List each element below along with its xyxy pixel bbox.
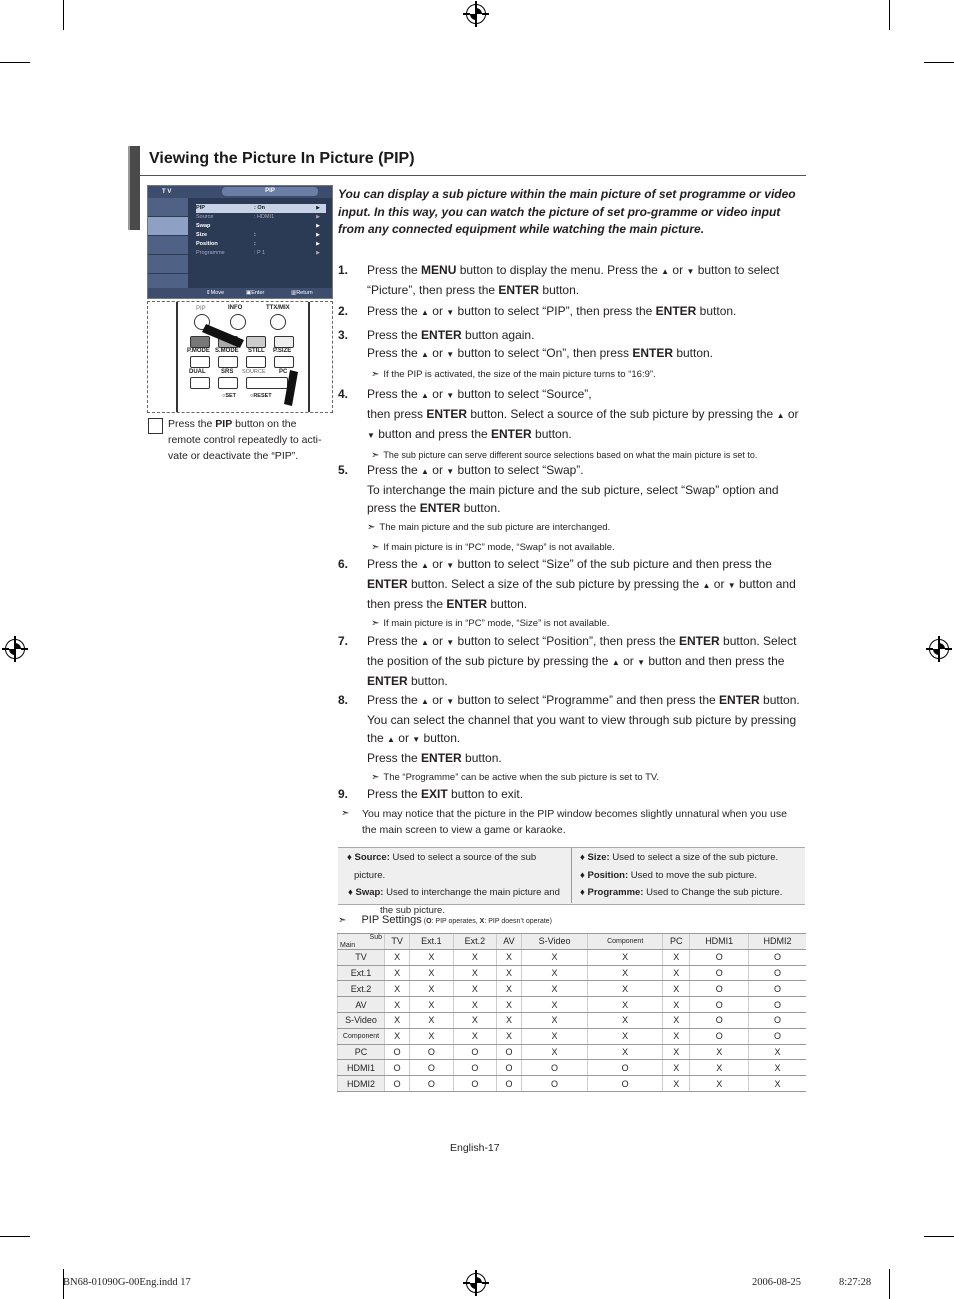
table-cell: X — [663, 1012, 690, 1028]
title-divider — [140, 175, 806, 176]
table-cell: O — [690, 997, 749, 1013]
up-arrow-icon: ▲ — [421, 308, 429, 317]
table-cell: X — [521, 949, 587, 965]
table-row-header: Ext.1 — [338, 965, 385, 981]
table-cell: X — [690, 1076, 749, 1092]
footer-filename: BN68-01090G-00Eng.indd 17 — [63, 1277, 191, 1288]
registration-mark-icon — [466, 1273, 486, 1293]
pip-settings-table — [337, 933, 806, 1092]
table-cell: X — [497, 1028, 522, 1044]
down-arrow-icon: ▼ — [446, 561, 455, 570]
table-row — [338, 1076, 807, 1092]
table-cell: X — [497, 949, 522, 965]
up-arrow-icon: ▲ — [421, 697, 429, 706]
crop-mark — [63, 0, 64, 30]
table-cell: X — [588, 997, 663, 1013]
table-row — [338, 997, 807, 1013]
table-row — [338, 981, 807, 997]
table-column-header: Ext.1 — [410, 934, 453, 950]
crop-mark — [0, 1236, 30, 1237]
crop-mark — [889, 0, 890, 30]
menu-row-programme: Programme : P 1 ▶ — [196, 250, 320, 256]
pip-settings-caption: ➣ PIP Settings (O: PIP operates, X: PIP doesn’t operate) — [338, 914, 552, 926]
table-cell: X — [453, 1028, 496, 1044]
table-cell: X — [453, 997, 496, 1013]
step-3: 3. Press the ENTER button again. Press the ▲ or ▼ button to select “On”, then press ENTER button. ➣ If the PIP is activated, the size of the main picture turns to “16:9”. — [338, 328, 714, 380]
table-cell: O — [497, 1060, 522, 1076]
remote-label-ttxmix: TTX/MIX — [266, 305, 290, 311]
menu-header-tv: T V — [162, 189, 172, 195]
table-cell: X — [663, 997, 690, 1013]
table-row — [338, 965, 807, 981]
table-column-header: TV — [385, 934, 410, 950]
table-cell: X — [588, 949, 663, 965]
table-cell: X — [663, 981, 690, 997]
table-row-header: S-Video — [338, 1012, 385, 1028]
table-cell: X — [748, 1060, 806, 1076]
down-arrow-icon: ▼ — [686, 267, 695, 276]
step-5-note-2: ➣ If main picture is in “PC” mode, “Swap” is not available. — [371, 542, 615, 553]
step-5-note-1: ➣ The main picture and the sub picture are interchanged. — [367, 522, 611, 533]
table-cell: X — [663, 1076, 690, 1092]
menu-header-pip: PIP — [222, 187, 318, 196]
intro-paragraph: You can display a sub picture within the main picture of set programme or video input. In this way, you can watch the picture of set pro-gramme or video input from any connected equipment while watching the main picture. — [338, 187, 796, 236]
step-7: 7. Press the ▲ or ▼ button to select “Position”, then press the ENTER button. Select the position of the sub picture by pressing the ▲ or ▼ button and then press the ENTER button. — [338, 634, 797, 688]
note-arrow-icon: ➣ — [371, 369, 380, 380]
step-8: 8. Press the ▲ or ▼ button to select “Programme” and then press the ENTER button. You can select the channel that you want to view through sub picture by pressing the ▲ or ▼ button. Press the ENTER button. ➣ The “Programme” can be active when the sub picture is set to TV. — [338, 693, 800, 783]
table-row-header: Component — [338, 1028, 385, 1044]
crop-mark — [924, 1236, 954, 1237]
table-cell: O — [385, 1060, 410, 1076]
up-arrow-icon: ▲ — [421, 350, 429, 359]
table-cell: O — [497, 1076, 522, 1092]
down-arrow-icon: ▼ — [367, 431, 375, 440]
info-item-programme: ♦ Programme: Used to Change the sub picture. — [580, 887, 783, 898]
table-cell: O — [748, 965, 806, 981]
registration-mark-icon — [5, 639, 25, 659]
note-arrow-icon: ➣ — [367, 522, 376, 533]
menu-list — [196, 204, 326, 258]
table-cell: X — [410, 949, 453, 965]
down-arrow-icon: ▼ — [637, 658, 646, 667]
note-icon — [148, 418, 163, 434]
table-cell: X — [663, 949, 690, 965]
table-header-row — [338, 934, 807, 950]
note-arrow-icon: ➣ — [371, 772, 380, 783]
menu-sidebar-item-picture — [148, 217, 188, 236]
step-8-note: ➣ The “Programme” can be active when the sub picture is set to TV. — [371, 772, 660, 783]
table-cell: X — [521, 1012, 587, 1028]
up-arrow-icon: ▲ — [421, 638, 429, 647]
table-row — [338, 949, 807, 965]
info-item-position: ♦ Position: Used to move the sub picture. — [580, 869, 757, 881]
finger-pointer-icon — [148, 302, 332, 412]
table-row-header: AV — [338, 997, 385, 1013]
remote-label-smode: S.MODE — [215, 348, 239, 354]
remote-label-source: SOURCE — [242, 369, 266, 375]
corner-label-main: Main — [340, 941, 356, 949]
info-item-size: ♦ Size: Used to select a size of the sub picture. — [580, 852, 779, 863]
table-row — [338, 1060, 807, 1076]
table-cell: X — [588, 965, 663, 981]
down-arrow-icon: ▼ — [446, 308, 455, 317]
up-arrow-icon: ▲ — [387, 735, 395, 744]
menu-footer-return: ▥Return — [291, 290, 313, 296]
table-cell: X — [453, 965, 496, 981]
table-cell: X — [497, 965, 522, 981]
table-row — [338, 1044, 807, 1060]
menu-row-pip: PIP : On ▶ — [196, 204, 326, 213]
table-cell: X — [690, 1044, 749, 1060]
table-cell: O — [748, 981, 806, 997]
remote-label-dual: DUAL — [189, 369, 206, 375]
crop-mark — [889, 1269, 890, 1299]
table-corner-cell — [338, 934, 385, 950]
remote-label-pmode: P.MODE — [187, 348, 210, 354]
table-cell: X — [748, 1076, 806, 1092]
table-cell: X — [748, 1044, 806, 1060]
table-cell: X — [497, 1012, 522, 1028]
table-column-header: S-Video — [521, 934, 587, 950]
crop-mark — [924, 62, 954, 63]
table-cell: X — [588, 1044, 663, 1060]
table-row-header: PC — [338, 1044, 385, 1060]
info-column-left — [342, 849, 567, 919]
note-arrow-icon: ➣ — [338, 915, 347, 926]
menu-footer — [148, 288, 332, 298]
table-cell: O — [748, 1028, 806, 1044]
page-number: English-17 — [450, 1142, 500, 1154]
note-arrow-icon: ➣ — [371, 618, 380, 629]
table-cell: X — [410, 965, 453, 981]
table-cell: O — [497, 1044, 522, 1060]
table-cell: O — [748, 997, 806, 1013]
table-cell: O — [588, 1076, 663, 1092]
table-row — [338, 1012, 807, 1028]
table-cell: X — [588, 1012, 663, 1028]
up-arrow-icon: ▲ — [702, 581, 711, 590]
menu-row-source: Source : HDMI1 ▶ — [196, 214, 320, 220]
down-arrow-icon: ▼ — [446, 391, 455, 400]
step-9: 9. Press the EXIT button to exit. — [338, 787, 524, 801]
footer-time: 8:27:28 — [839, 1277, 872, 1288]
table-cell: X — [497, 997, 522, 1013]
table-cell: O — [690, 1028, 749, 1044]
remote-label-pip: PIP — [196, 306, 206, 312]
menu-header — [148, 186, 332, 198]
table-cell: O — [453, 1044, 496, 1060]
table-cell: X — [385, 965, 410, 981]
step-1: 1. Press the MENU button to display the menu. Press the ▲ or ▼ button to select “Picture”, then press the ENTER button. — [338, 263, 780, 297]
note-arrow-icon: ➣ — [371, 450, 380, 461]
remote-label-info: INFO — [228, 305, 243, 311]
up-arrow-icon: ▲ — [421, 391, 429, 400]
table-row-header: TV — [338, 949, 385, 965]
corner-label-sub: Sub — [369, 934, 382, 941]
menu-row-size: Size : ▶ — [196, 232, 320, 238]
title-accent-bar — [130, 146, 140, 230]
table-cell: X — [385, 997, 410, 1013]
table-cell: X — [453, 1012, 496, 1028]
table-cell: X — [497, 981, 522, 997]
footer-date: 2006-08-25 — [752, 1277, 801, 1288]
info-item-source: ♦ Source: Used to select a source of the sub picture. — [347, 852, 537, 881]
step-3-note: ➣ If the PIP is activated, the size of the main picture turns to “16:9”. — [371, 369, 656, 380]
table-cell: O — [453, 1060, 496, 1076]
info-column-right — [571, 848, 800, 903]
table-cell: X — [521, 1028, 587, 1044]
down-arrow-icon: ▼ — [446, 697, 455, 706]
down-arrow-icon: ▼ — [446, 350, 455, 359]
down-arrow-icon: ▼ — [412, 735, 421, 744]
table-cell: X — [453, 981, 496, 997]
table-cell: O — [410, 1076, 453, 1092]
table-cell: O — [690, 965, 749, 981]
table-cell: X — [410, 981, 453, 997]
down-arrow-icon: ▼ — [446, 638, 455, 647]
table-cell: X — [385, 981, 410, 997]
table-row-header: Ext.2 — [338, 981, 385, 997]
step-4: 4. Press the ▲ or ▼ button to select “Source”, then press ENTER button. Select a source of the sub picture by pressing the ▲ or ▼ button and press the ENTER button. ➣ The sub picture can serve different source selections based on what the main picture is set to. — [338, 387, 799, 461]
settings-info-box — [338, 847, 805, 916]
table-column-header: Ext.2 — [453, 934, 496, 950]
table-cell: X — [410, 997, 453, 1013]
step-2: 2. Press the ▲ or ▼ button to select “PIP”, then press the ENTER button. — [338, 304, 737, 318]
table-cell: O — [410, 1044, 453, 1060]
menu-footer-move: ⇕Move — [206, 290, 225, 296]
up-arrow-icon: ▲ — [421, 561, 429, 570]
remote-label-still: STILL — [248, 348, 265, 354]
table-cell: X — [410, 1028, 453, 1044]
page-title: Viewing the Picture In Picture (PIP) — [149, 150, 415, 167]
up-arrow-icon: ▲ — [421, 467, 429, 476]
note-arrow-icon: ➣ — [341, 808, 350, 819]
table-cell: O — [521, 1060, 587, 1076]
table-cell: X — [663, 965, 690, 981]
table-cell: X — [663, 1044, 690, 1060]
table-cell: O — [385, 1044, 410, 1060]
tip-note: ➣ You may notice that the picture in the PIP window becomes slightly unnatural when you use the main screen to view a game or karaoke. — [341, 808, 787, 836]
menu-footer-enter: ▣Enter — [246, 290, 265, 296]
table-cell: O — [521, 1076, 587, 1092]
table-cell: X — [385, 1012, 410, 1028]
table-cell: O — [385, 1076, 410, 1092]
table-cell: X — [690, 1060, 749, 1076]
tv-menu-screenshot — [147, 185, 333, 299]
table-cell: X — [385, 1028, 410, 1044]
remote-label-set: ○SET — [222, 393, 237, 399]
up-arrow-icon: ▲ — [776, 411, 785, 420]
note-arrow-icon: ➣ — [371, 542, 380, 553]
table-column-header: HDMI1 — [690, 934, 749, 950]
menu-row-position: Position : ▶ — [196, 241, 320, 247]
menu-sidebar — [148, 198, 188, 288]
table-cell: X — [521, 1044, 587, 1060]
table-cell: X — [521, 997, 587, 1013]
remote-control-illustration — [147, 301, 333, 413]
table-cell: O — [690, 949, 749, 965]
menu-sidebar-item — [148, 198, 188, 217]
table-cell: X — [410, 1012, 453, 1028]
table-cell: O — [588, 1060, 663, 1076]
menu-sidebar-item — [148, 255, 188, 274]
table-cell: X — [588, 1028, 663, 1044]
table-cell: X — [663, 1028, 690, 1044]
table-row — [338, 1028, 807, 1044]
registration-mark-icon — [929, 639, 949, 659]
table-row-header: HDMI1 — [338, 1060, 385, 1076]
down-arrow-icon: ▼ — [727, 581, 736, 590]
down-arrow-icon: ▼ — [446, 467, 455, 476]
table-cell: X — [385, 949, 410, 965]
table-row-header: HDMI2 — [338, 1076, 385, 1092]
registration-mark-icon — [466, 4, 486, 24]
table-cell: O — [690, 1012, 749, 1028]
step-4-note: ➣ The sub picture can serve different source selections based on what the main picture is set to. — [371, 450, 758, 461]
table-cell: O — [453, 1076, 496, 1092]
table-cell: O — [748, 949, 806, 965]
remote-label-srs: SRS — [221, 369, 234, 375]
table-cell: O — [690, 981, 749, 997]
table-column-header: HDMI2 — [748, 934, 806, 950]
up-arrow-icon: ▲ — [611, 658, 620, 667]
step-6: 6. Press the ▲ or ▼ button to select “Size” of the sub picture and then press the ENTER button. Select a size of the sub picture by pressing the ▲ or ▼ button and then press the ENTER button. ➣ If main picture is in “PC” mode, “Size” is not available. — [338, 557, 796, 629]
table-cell: X — [521, 965, 587, 981]
up-arrow-icon: ▲ — [661, 267, 670, 276]
menu-row-swap: Swap ▶ — [196, 223, 320, 229]
table-cell: O — [410, 1060, 453, 1076]
menu-sidebar-item — [148, 236, 188, 255]
table-cell: O — [748, 1012, 806, 1028]
remote-label-psize: P.SIZE — [273, 348, 292, 354]
remote-label-pc: PC — [279, 369, 288, 375]
step-5: 5. Press the ▲ or ▼ button to select “Swap”. To interchange the main picture and the sub picture, select “Swap” option and press the ENTER button. ➣ The main picture and the sub picture are interchanged. ➣ If main picture is in “PC” mode, “Swap” is not available. — [338, 463, 779, 553]
table-column-header: Component — [588, 934, 663, 950]
side-note: Press the PIP button on the remote control repeatedly to acti-vate or deactivate the “PIP”. — [168, 418, 322, 462]
table-cell: X — [588, 981, 663, 997]
step-6-note: ➣ If main picture is in “PC” mode, “Size” is not available. — [371, 618, 610, 629]
table-column-header: AV — [497, 934, 522, 950]
table-cell: X — [663, 1060, 690, 1076]
remote-label-reset: ○RESET — [250, 393, 272, 399]
table-cell: X — [521, 981, 587, 997]
crop-mark — [0, 62, 30, 63]
table-cell: X — [453, 949, 496, 965]
info-item-swap: ♦ Swap: Used to interchange the main picture and the sub picture. — [348, 887, 560, 916]
table-column-header: PC — [663, 934, 690, 950]
